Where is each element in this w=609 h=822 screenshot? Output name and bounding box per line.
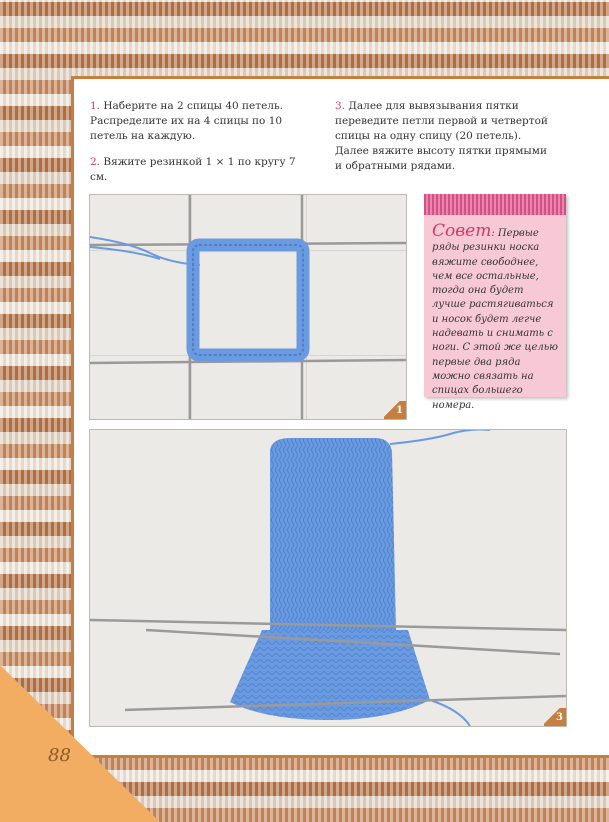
tip-label: Совет — [432, 221, 492, 241]
step-2: 2. Вяжите резинкой 1 × 1 по кругу 7 см. — [90, 156, 296, 183]
corner-decoration — [0, 665, 160, 822]
knit-square-illustration — [90, 195, 406, 419]
photo-3-number: 3 — [544, 708, 566, 726]
page-number: 88 — [48, 745, 71, 766]
tip-text: Совет: Первые ряды резинки носка вяжите свободнее, чем все остальные, тогда она будет лучше растягиваться и носок будет легче надевать и снимать с ноги. С этой же целью первые два ряда можно связать на спицах большего номера. — [432, 221, 558, 411]
tip-decorative-band — [424, 194, 566, 217]
photo-3-heel-knitting — [89, 429, 567, 727]
step-3: 3. Далее для вывязывания пятки переведите петли первой и четвертой спицы на одну спицу (20 петель). Далее вяжите высоту пятки прямыми и обратными рядами. — [335, 100, 548, 172]
page — [71, 76, 609, 758]
right-text-column — [335, 99, 557, 185]
photo-1-number: 1 — [384, 401, 406, 419]
photo-1-knitting-square — [89, 194, 407, 420]
step-1: 1. Наберите на 2 спицы 40 петель. Распределите их на 4 спицы по 10 петель на каждую. — [90, 100, 284, 142]
tip-box — [424, 194, 566, 411]
left-text-column — [90, 99, 315, 196]
heel-illustration — [90, 430, 566, 726]
